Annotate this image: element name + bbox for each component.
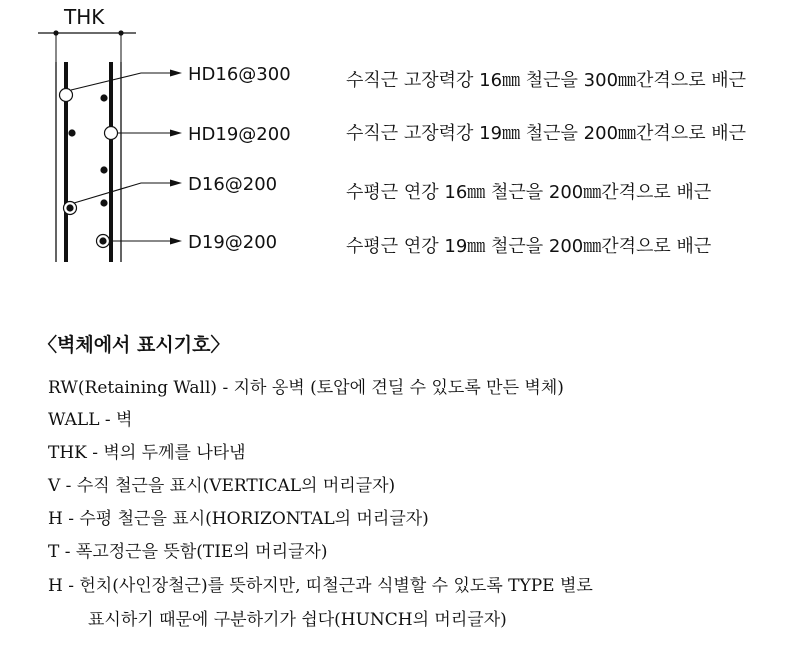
callout-code-d19: D19@200	[188, 232, 278, 253]
callout-code-hd19: HD19@200	[188, 124, 291, 145]
legend-item-v: V - 수직 철근을 표시(VERTICAL의 머리글자)	[48, 476, 396, 496]
arrowhead-hd19	[170, 130, 182, 137]
callout-desc-hd16: 수직근 고장력강 16㎜ 철근을 300㎜간격으로 배근	[346, 70, 747, 91]
horizontal-bar-dot	[100, 166, 107, 173]
legend-item-thk: THK - 벽의 두께를 나타냄	[48, 443, 246, 463]
callout-code-hd16: HD16@300	[188, 64, 291, 85]
legend-title: 〈벽체에서 표시기호〉	[38, 334, 230, 356]
callout-dot-d19	[99, 237, 106, 244]
callout-desc-d16: 수평근 연강 16㎜ 철근을 200㎜간격으로 배근	[346, 182, 712, 203]
wall-section-svg	[0, 0, 786, 300]
leader-line-d16	[74, 183, 172, 203]
callout-circle-hd19	[105, 127, 118, 140]
horizontal-bar-dot	[100, 94, 107, 101]
legend-item-hunch: H - 헌치(사인장철근)를 뜻하지만, 띠철근과 식별할 수 있도록 TYPE 별로	[48, 576, 593, 596]
callout-desc-d19: 수평근 연강 19㎜ 철근을 200㎜간격으로 배근	[346, 236, 712, 257]
horizontal-bar-dot	[100, 199, 107, 206]
legend-item-h: H - 수평 철근을 표시(HORIZONTAL의 머리글자)	[48, 509, 429, 529]
legend-item-hunch-continued: 표시하기 때문에 구분하기가 쉽다(HUNCH의 머리글자)	[88, 610, 507, 630]
callout-code-d16: D16@200	[188, 174, 278, 195]
arrowhead-hd16	[170, 70, 182, 77]
thk-label: THK	[64, 5, 105, 29]
legend-item-wall: WALL - 벽	[48, 410, 133, 430]
callout-dot-d16	[66, 204, 73, 211]
legend-item-rw: RW(Retaining Wall) - 지하 옹벽 (토압에 견딜 수 있도록 만든 벽체)	[48, 378, 564, 398]
arrowhead-d19	[170, 238, 182, 245]
legend-item-t: T - 폭고정근을 뜻함(TIE의 머리글자)	[48, 542, 328, 562]
callout-desc-hd19: 수직근 고장력강 19㎜ 철근을 200㎜간격으로 배근	[346, 123, 747, 144]
callout-circle-hd16	[60, 89, 73, 102]
horizontal-bar-dot	[68, 129, 75, 136]
arrowhead-d16	[170, 180, 182, 187]
